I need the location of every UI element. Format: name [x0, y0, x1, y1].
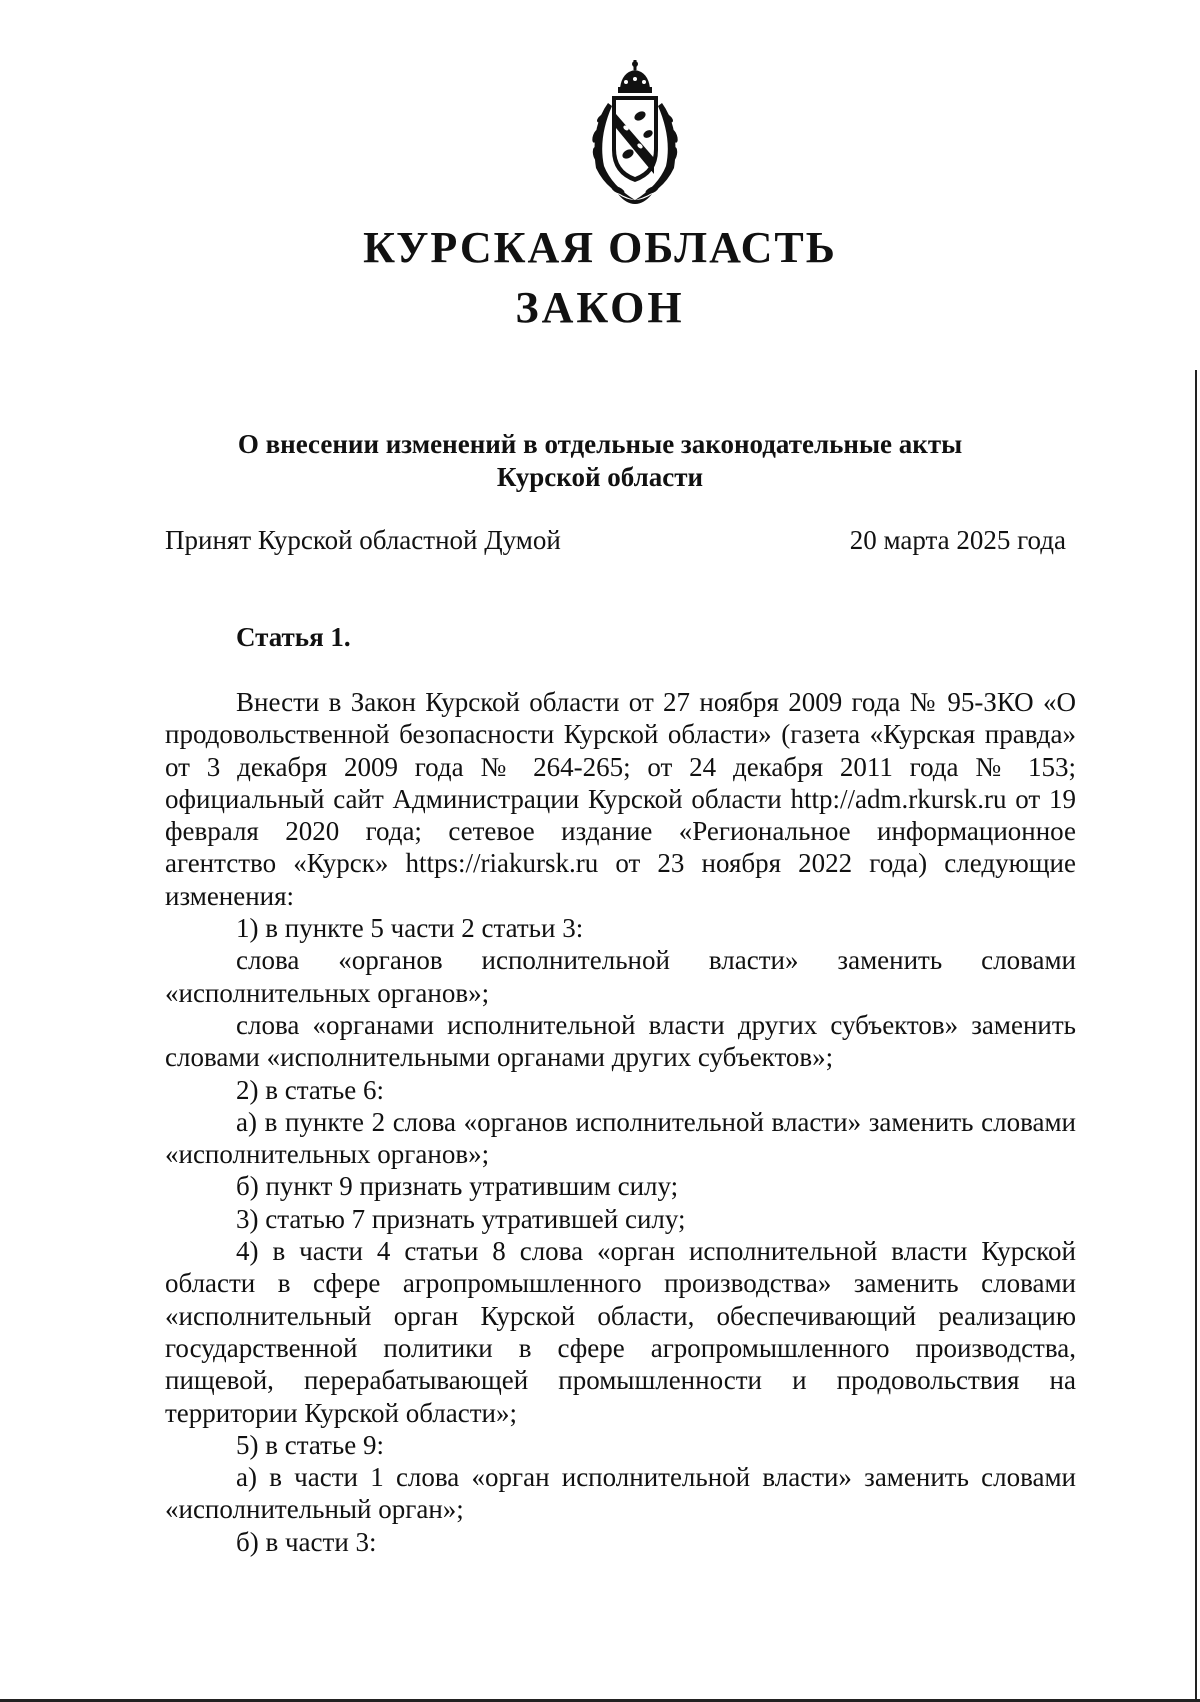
article-paragraph: 1) в пункте 5 части 2 статьи 3:: [236, 913, 584, 944]
coat-of-arms-emblem: [560, 58, 710, 208]
law-title-line: Курской области: [496, 462, 704, 492]
article-paragraph: слова «органов исполнительной власти» заменить словами «исполнительных органов»;: [165, 945, 1076, 1008]
article-paragraph: слова «органами исполнительной власти других субъектов» заменить словами «исполнительными органами других субъектов»;: [165, 1009, 1076, 1073]
article-paragraph: Внести в Закон Курской области от 27 ноября 2009 года № 95-ЗКО «О продовольственной безопасности Курской области» (газета «Курская правда» от 3 декабря 2009 года № 264-265; от 24 декабря 2011 года № 153; официальный сайт Администрации Курской области http://adm.rkursk.ru от 19 февраля 2020 года; сетевое издание «Региональное информационное агентство «Курск» https://riakursk.ru от 23 ноября 2022 года) следующие изменения:: [165, 687, 1076, 911]
article-paragraph: 3) статью 7 признать утратившей силу;: [236, 1203, 686, 1234]
article-heading: Статья 1.: [236, 622, 351, 652]
article-body: [165, 686, 1076, 1558]
adoption-date: 20 марта 2025 года: [849, 525, 1066, 555]
article-paragraph: б) пункт 9 признать утратившим силу;: [236, 1171, 679, 1202]
region-title: КУРСКАЯ ОБЛАСТЬ: [363, 223, 837, 272]
article-paragraph: 4) в части 4 статьи 8 слова «орган исполнительной власти Курской области в сфере агропромышленного производства» заменить словами «исполнительный орган Курской области, обеспечивающий реализацию государственной политики в сфере агропромышленного производства, пищевой, перерабатывающей промышленности и продовольствия на территории Курской области»;: [165, 1236, 1076, 1428]
article-paragraph: 2) в статье 6:: [236, 1074, 384, 1105]
law-title: [0, 428, 1200, 494]
article-paragraph: а) в пункте 2 слова «органов исполнительной власти» заменить словами «исполнительных органов»;: [165, 1106, 1076, 1170]
adopted-by: Принят Курской областной Думой: [165, 525, 561, 555]
law-title-line: О внесении изменений в отдельные законодательные акты: [237, 429, 963, 459]
article-paragraph: б) в части 3:: [236, 1526, 377, 1557]
article-paragraph: 5) в статье 9:: [236, 1429, 384, 1460]
scan-edge-line: [1195, 370, 1197, 1702]
article-paragraph: а) в части 1 слова «орган исполнительной власти» заменить словами «исполнительный орган»;: [165, 1462, 1076, 1525]
document-type-heading: ЗАКОН: [515, 283, 685, 332]
